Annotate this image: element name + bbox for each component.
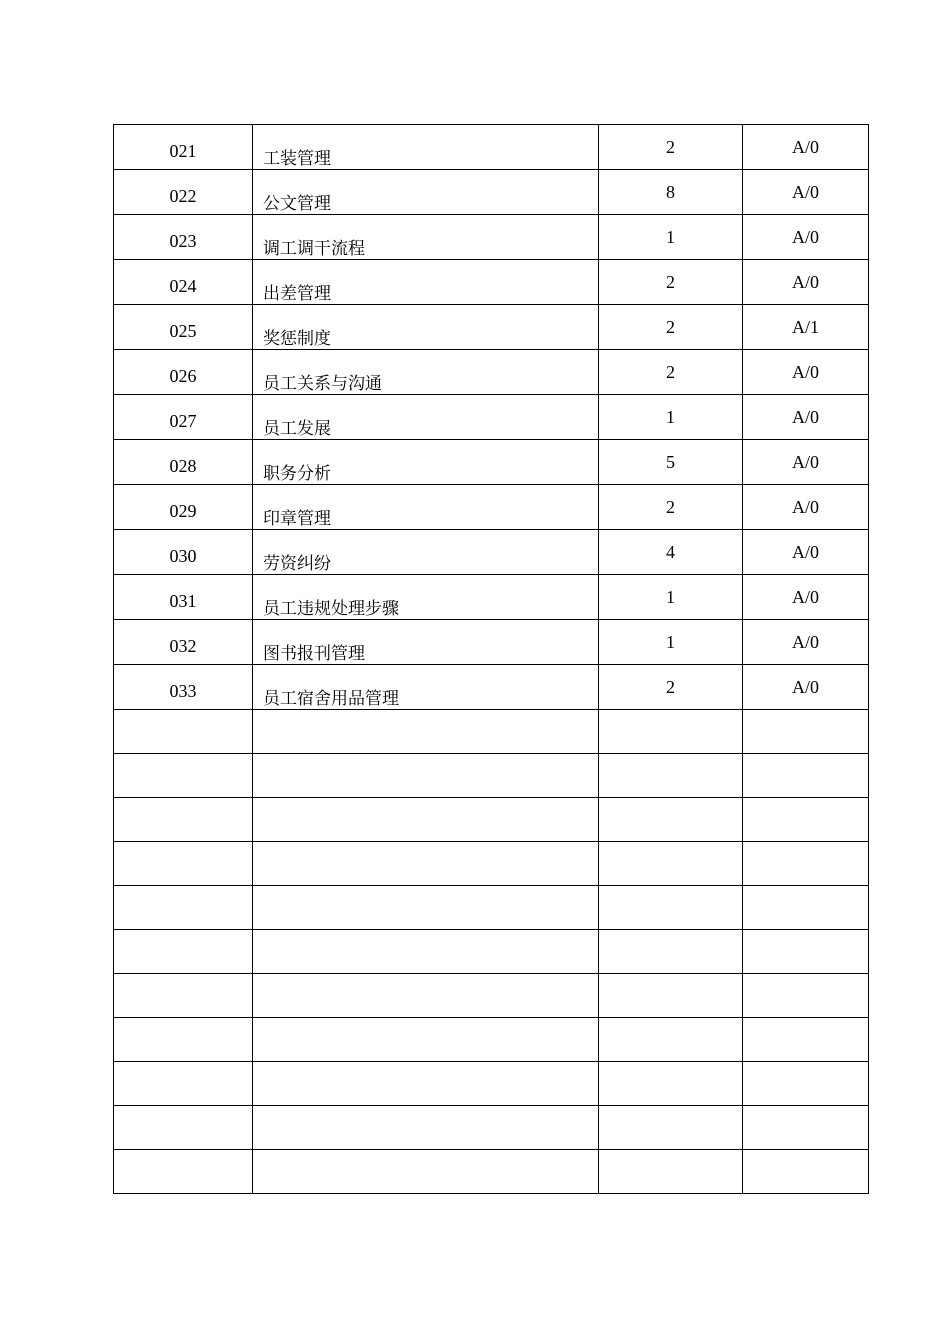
version-cell: A/0 [743, 215, 869, 260]
doc-name-cell: 职务分析 [253, 440, 599, 485]
page-count-cell: 1 [599, 620, 743, 665]
page-count-cell [599, 974, 743, 1018]
version-cell [743, 798, 869, 842]
doc-name-cell: 公文管理 [253, 170, 599, 215]
page-count-cell [599, 1018, 743, 1062]
table-row [114, 440, 869, 485]
doc-name-cell [253, 710, 599, 754]
version-cell [743, 1150, 869, 1194]
table-body [114, 125, 869, 1194]
version-cell: A/1 [743, 305, 869, 350]
document-index-table [113, 124, 869, 1194]
table-row [114, 620, 869, 665]
doc-number-cell: 025 [114, 305, 253, 350]
doc-number-cell [114, 798, 253, 842]
page-count-cell [599, 798, 743, 842]
version-cell: A/0 [743, 260, 869, 305]
version-cell: A/0 [743, 485, 869, 530]
doc-name-cell: 员工违规处理步骤 [253, 575, 599, 620]
doc-name-cell: 奖惩制度 [253, 305, 599, 350]
page-count-cell [599, 842, 743, 886]
page-count-cell: 1 [599, 215, 743, 260]
doc-number-cell [114, 1150, 253, 1194]
page-count-cell: 2 [599, 125, 743, 170]
version-cell: A/0 [743, 170, 869, 215]
table-row [114, 930, 869, 974]
page-count-cell [599, 886, 743, 930]
doc-name-cell: 图书报刊管理 [253, 620, 599, 665]
doc-name-cell [253, 754, 599, 798]
doc-number-cell [114, 930, 253, 974]
page-count-cell: 1 [599, 395, 743, 440]
page-count-cell [599, 1106, 743, 1150]
doc-number-cell: 024 [114, 260, 253, 305]
doc-number-cell [114, 842, 253, 886]
version-cell [743, 930, 869, 974]
doc-number-cell [114, 886, 253, 930]
doc-name-cell [253, 974, 599, 1018]
doc-number-cell: 023 [114, 215, 253, 260]
page-count-cell: 8 [599, 170, 743, 215]
doc-number-cell [114, 1106, 253, 1150]
page-count-cell: 2 [599, 260, 743, 305]
page-count-cell: 2 [599, 665, 743, 710]
version-cell [743, 1018, 869, 1062]
doc-number-cell: 022 [114, 170, 253, 215]
doc-number-cell: 026 [114, 350, 253, 395]
table-row [114, 1106, 869, 1150]
version-cell: A/0 [743, 620, 869, 665]
version-cell [743, 1062, 869, 1106]
page-count-cell: 2 [599, 350, 743, 395]
doc-name-cell [253, 1106, 599, 1150]
version-cell [743, 886, 869, 930]
doc-number-cell [114, 1018, 253, 1062]
version-cell [743, 1106, 869, 1150]
table-row [114, 1062, 869, 1106]
doc-name-cell: 员工关系与沟通 [253, 350, 599, 395]
doc-number-cell [114, 1062, 253, 1106]
page-count-cell [599, 930, 743, 974]
table-row [114, 665, 869, 710]
doc-number-cell: 030 [114, 530, 253, 575]
table-row [114, 215, 869, 260]
doc-number-cell: 033 [114, 665, 253, 710]
doc-name-cell [253, 798, 599, 842]
doc-name-cell: 印章管理 [253, 485, 599, 530]
doc-name-cell: 员工发展 [253, 395, 599, 440]
table-row [114, 350, 869, 395]
page-count-cell [599, 754, 743, 798]
page-count-cell: 4 [599, 530, 743, 575]
doc-name-cell [253, 842, 599, 886]
table-row [114, 710, 869, 754]
table-row [114, 530, 869, 575]
page-count-cell [599, 1062, 743, 1106]
version-cell: A/0 [743, 395, 869, 440]
doc-name-cell: 调工调干流程 [253, 215, 599, 260]
version-cell [743, 710, 869, 754]
page-count-cell: 1 [599, 575, 743, 620]
doc-number-cell: 021 [114, 125, 253, 170]
table-row [114, 798, 869, 842]
page-count-cell [599, 1150, 743, 1194]
page-count-cell: 2 [599, 485, 743, 530]
doc-name-cell [253, 1062, 599, 1106]
doc-number-cell: 032 [114, 620, 253, 665]
table-row [114, 260, 869, 305]
table-row [114, 395, 869, 440]
doc-number-cell [114, 754, 253, 798]
table-row [114, 485, 869, 530]
table-row [114, 1018, 869, 1062]
doc-number-cell [114, 710, 253, 754]
version-cell [743, 974, 869, 1018]
version-cell: A/0 [743, 665, 869, 710]
table-row [114, 842, 869, 886]
doc-name-cell: 劳资纠纷 [253, 530, 599, 575]
version-cell: A/0 [743, 440, 869, 485]
doc-number-cell: 027 [114, 395, 253, 440]
version-cell: A/0 [743, 125, 869, 170]
table-row [114, 754, 869, 798]
doc-number-cell: 031 [114, 575, 253, 620]
page-count-cell: 5 [599, 440, 743, 485]
doc-number-cell: 028 [114, 440, 253, 485]
table-row [114, 125, 869, 170]
table-row [114, 170, 869, 215]
version-cell: A/0 [743, 350, 869, 395]
table-row [114, 974, 869, 1018]
doc-number-cell [114, 974, 253, 1018]
table-row [114, 575, 869, 620]
page-count-cell [599, 710, 743, 754]
table-row [114, 1150, 869, 1194]
version-cell: A/0 [743, 530, 869, 575]
doc-number-cell: 029 [114, 485, 253, 530]
version-cell [743, 754, 869, 798]
doc-name-cell [253, 1150, 599, 1194]
table-row [114, 305, 869, 350]
page-count-cell: 2 [599, 305, 743, 350]
version-cell: A/0 [743, 575, 869, 620]
doc-name-cell: 出差管理 [253, 260, 599, 305]
doc-name-cell [253, 886, 599, 930]
doc-name-cell [253, 1018, 599, 1062]
version-cell [743, 842, 869, 886]
table-row [114, 886, 869, 930]
doc-name-cell: 员工宿舍用品管理 [253, 665, 599, 710]
doc-name-cell: 工装管理 [253, 125, 599, 170]
doc-name-cell [253, 930, 599, 974]
